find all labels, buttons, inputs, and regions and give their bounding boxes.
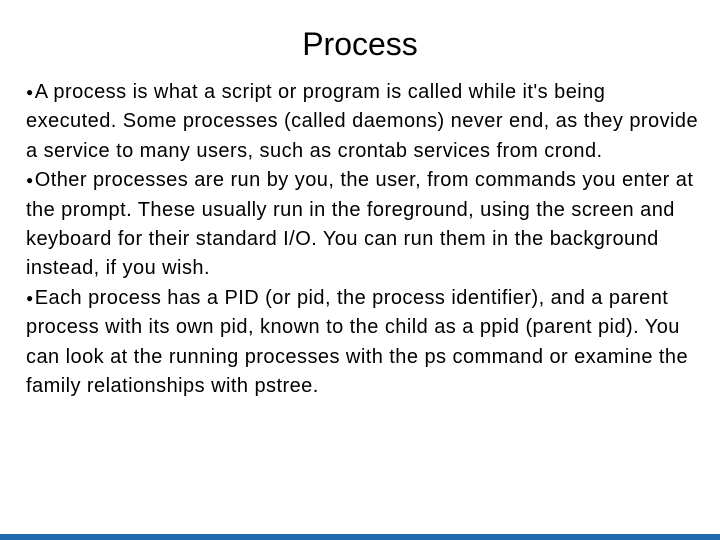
bullet-icon: ●: [26, 85, 34, 99]
bottom-accent-bar: [0, 534, 720, 540]
bullet-icon: ●: [26, 290, 34, 305]
bullet-text: Each process has a PID (or pid, the process identifier), and a parent process with its own pid, known to the child as a ppid (parent pid). You can look at the running processes with the ps command or examine the family relationships with pstree.: [26, 286, 689, 398]
slide-title: Process: [302, 26, 418, 62]
bullet-list: [26, 78, 702, 401]
bullet-item: [26, 284, 702, 402]
bullet-text: Other processes are run by you, the user, from commands you enter at the prompt. These usually run in the foreground, using the screen and keyboard for their standard I/O. You can run them in the background instead, if you wish.: [26, 169, 694, 280]
bullet-item: [26, 166, 702, 284]
bullet-item: [26, 78, 702, 166]
bullet-icon: ●: [26, 173, 34, 188]
bullet-text: A process is what a script or program is called while it's being executed. Some processes (called daemons) never end, as they provide a service to many users, such as crontab services from crond.: [26, 81, 699, 162]
